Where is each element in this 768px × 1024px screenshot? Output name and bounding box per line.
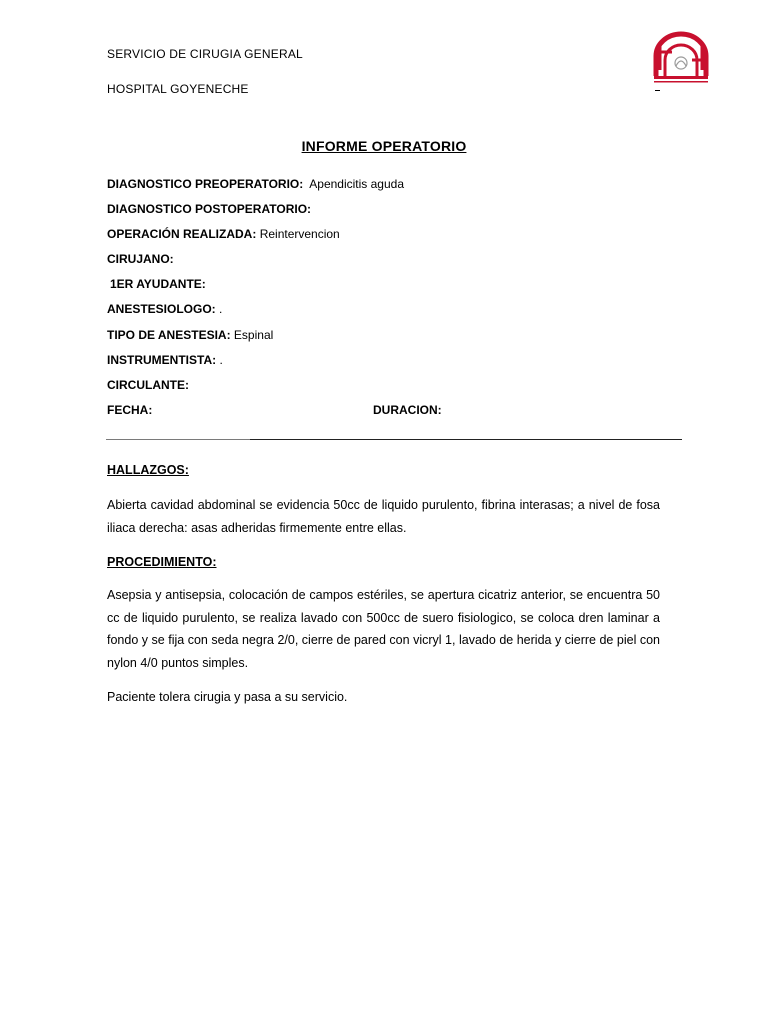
field-label: CIRCULANTE: bbox=[107, 378, 189, 392]
field-tipo-de-anestesia bbox=[107, 328, 273, 342]
field-cirujano bbox=[107, 252, 174, 266]
procedimiento-text: Asepsia y antisepsia, colocación de campos estériles, se apertura cicatriz anterior, se encuentra 50 cc de liquido purulento, se realiza lavado con 500cc de suero fisiologico, se coloca dren laminar a fondo y se fija con seda negra 2/0, cierre de pared con vicryl 1, lavado de herida y cierre de piel con nylon 4/0 puntos simples. bbox=[107, 588, 660, 670]
hallazgos-text: Abierta cavidad abdominal se evidencia 50cc de liquido purulento, fibrina interasas; a nivel de fosa iliaca derecha: asas adheridas firmemente entre ellas. bbox=[107, 498, 660, 535]
field-circulante bbox=[107, 378, 189, 392]
field-value: . bbox=[219, 353, 223, 367]
field-value: Apendicitis aguda bbox=[309, 177, 404, 191]
field-label: FECHA: bbox=[107, 403, 153, 417]
field-label: DURACION: bbox=[373, 403, 442, 417]
field-value: Espinal bbox=[233, 328, 274, 342]
field-instrumentista bbox=[107, 353, 223, 367]
divider-short bbox=[106, 439, 250, 440]
field-label: 1ER AYUDANTE: bbox=[110, 277, 206, 291]
hallazgos-heading: HALLAZGOS: bbox=[107, 463, 189, 477]
field-label: DIAGNOSTICO POSTOPERATORIO: bbox=[107, 202, 312, 216]
field-anestesiologo bbox=[107, 302, 222, 316]
header-service: SERVICIO DE CIRUGIA GENERAL bbox=[107, 47, 303, 61]
hospital-goyeneche-logo bbox=[650, 30, 712, 94]
field-primer-ayudante bbox=[110, 277, 206, 291]
field-diagnostico-preoperatorio bbox=[107, 177, 404, 191]
field-fecha bbox=[107, 403, 152, 417]
page-title: INFORME OPERATORIO bbox=[301, 138, 467, 154]
field-label: TIPO DE ANESTESIA: bbox=[107, 328, 231, 342]
header-hospital: HOSPITAL GOYENECHE bbox=[107, 82, 249, 96]
field-value: . bbox=[219, 302, 223, 316]
field-label: INSTRUMENTISTA: bbox=[107, 353, 217, 367]
field-label: ANESTESIOLOGO: bbox=[107, 302, 216, 316]
field-duracion bbox=[373, 403, 442, 417]
divider-long bbox=[250, 439, 682, 440]
field-operacion-realizada bbox=[107, 227, 340, 241]
conclusion-text: Paciente tolera cirugia y pasa a su servicio. bbox=[107, 690, 348, 704]
procedimiento-heading: PROCEDIMIENTO: bbox=[107, 555, 217, 569]
field-label: DIAGNOSTICO PREOPERATORIO: bbox=[107, 177, 304, 191]
field-label: OPERACIÓN REALIZADA: bbox=[107, 227, 257, 241]
logo-graphic bbox=[650, 30, 712, 94]
field-value: Reintervencion bbox=[259, 227, 340, 241]
field-diagnostico-postoperatorio bbox=[107, 202, 311, 216]
field-label: CIRUJANO: bbox=[107, 252, 174, 266]
